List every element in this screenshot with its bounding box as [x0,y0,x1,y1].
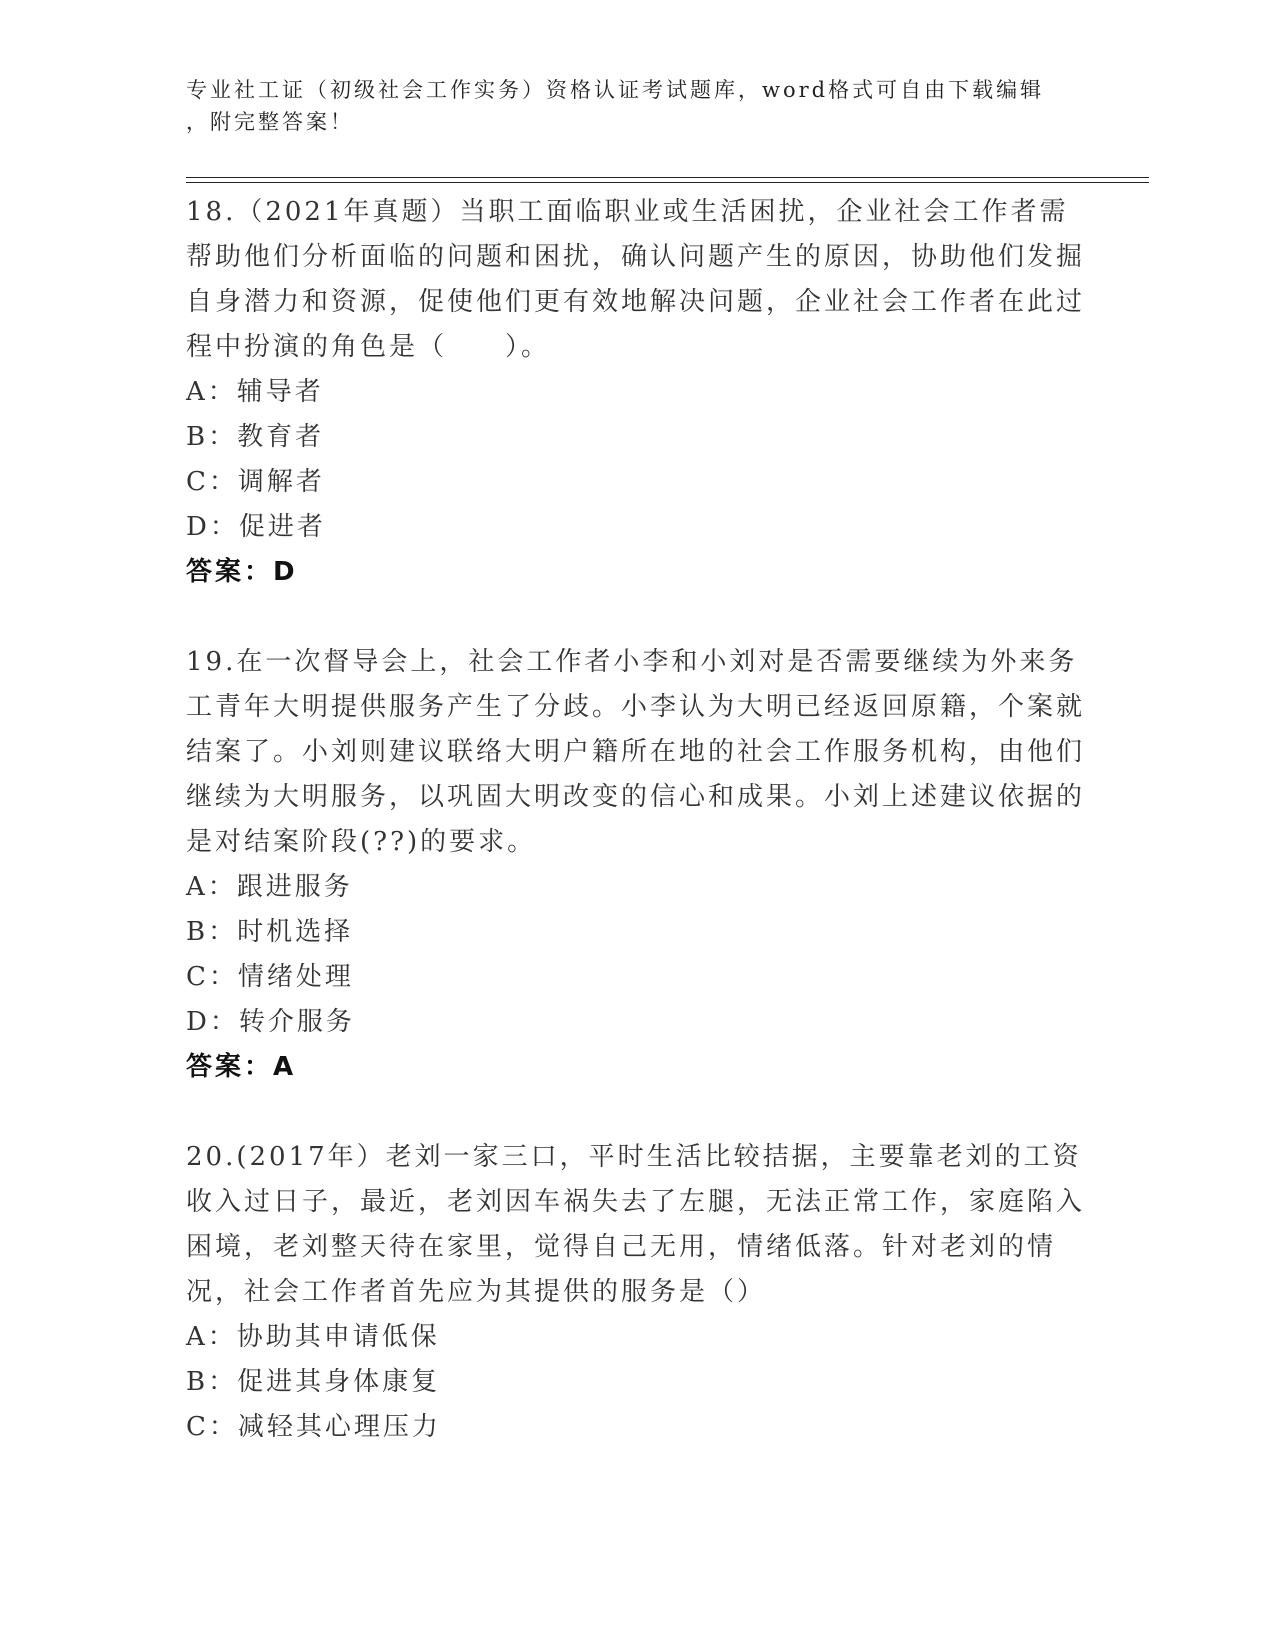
question-spacer [186,595,1086,640]
answer: 答案：A [186,1052,297,1082]
question-stem: 18.（2021年真题）当职工面临职业或生活困扰，企业社会工作者需帮助他们分析面临的问题和困扰，确认问题产生的原因，协助他们发掘自身潜力和资源，促使他们更有效地解决问题，企业社会工作者在此过程中扮演的角色是（ ）。 [186,197,1086,362]
option-b: B：促进其身体康复 [186,1367,441,1397]
option-d: D：促进者 [186,512,326,542]
option-c: C：减轻其心理压力 [186,1412,441,1442]
question-list [186,190,1086,1450]
question-20 [186,1135,1086,1450]
option-b: B：时机选择 [186,917,354,947]
option-a: A：辅导者 [186,377,324,407]
header-divider-top [186,177,1149,178]
header-line-1: 专业社工证（初级社会工作实务）资格认证考试题库，word格式可自由下载编辑 [186,78,1045,102]
document-header [186,74,1066,138]
question-19 [186,640,1086,1090]
header-line-2: ，附完整答案！ [186,110,354,134]
option-a: A：跟进服务 [186,872,353,902]
question-18 [186,190,1086,595]
answer: 答案：D [186,557,298,587]
question-stem: 19.在一次督导会上，社会工作者小李和小刘对是否需要继续为外来务工青年大明提供服务产生了分歧。小李认为大明已经返回原籍，个案就结案了。小刘则建议联络大明户籍所在地的社会工作服务机构，由他们继续为大明服务，以巩固大明改变的信心和成果。小刘上述建议依据的是对结案阶段(??)的要求。 [186,647,1086,857]
header-divider-bottom [186,182,1149,183]
option-b: B：教育者 [186,422,325,452]
option-c: C：情绪处理 [186,962,354,992]
option-d: D：转介服务 [186,1007,355,1037]
question-stem: 20.(2017年）老刘一家三口，平时生活比较拮据，主要靠老刘的工资收入过日子，最近，老刘因车祸失去了左腿，无法正常工作，家庭陷入困境，老刘整天待在家里，觉得自己无用，情绪低落。针对老刘的情况，社会工作者首先应为其提供的服务是（） [186,1142,1086,1307]
question-spacer [186,1090,1086,1135]
option-a: A：协助其申请低保 [186,1322,440,1352]
option-c: C：调解者 [186,467,325,497]
